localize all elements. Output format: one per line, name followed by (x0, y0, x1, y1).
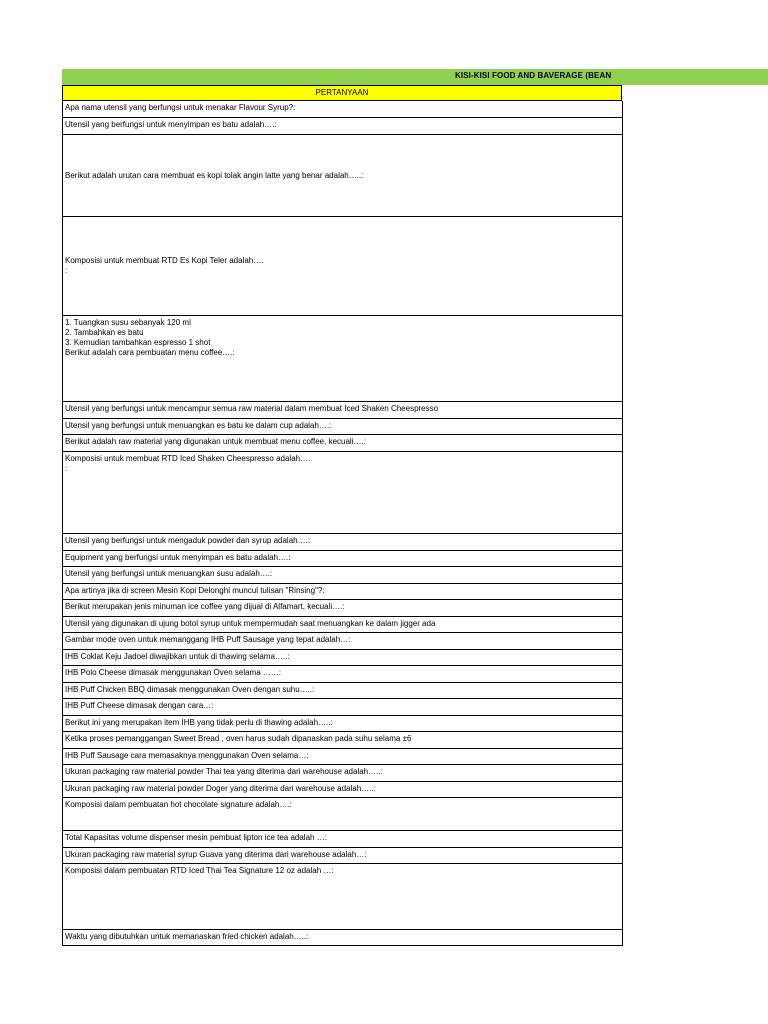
table-row[interactable] (62, 831, 623, 848)
question-cell: Ketika proses pemanggangan Sweet Bread , oven harus sudah dipanaskan pada suhu selama ±6 (65, 734, 412, 743)
question-cell: Berikut adalah raw material yang digunakan untuk membuat menu coffee, kecuali….: (65, 437, 366, 446)
title-bar (62, 69, 768, 85)
question-cell: Utensil yang berfungsi untuk mencampur semua raw material dalam membuat Iced Shaken Cheespresso (65, 404, 439, 413)
question-cell: Berikut ini yang merupakan item IHB yang tidak perlu di thawing adalah…..: (65, 718, 333, 727)
question-cell: Apa artinya jika di screen Mesin Kopi Delonghi muncul tulisan "Rinsing"?: (65, 586, 325, 595)
table-row[interactable] (62, 782, 623, 798)
question-cell: Berikut merupakan jenis minuman ice coffee yang dijual di Alfamart, kecuali….: (65, 602, 345, 611)
table-row[interactable] (62, 419, 623, 435)
question-cell: Utensil yang berfungsi untuk menuangkan susu adalah….: (65, 569, 273, 578)
table-row[interactable] (62, 316, 623, 402)
question-cell: Komposisi untuk membuat RTD Es Kopi Teler adalah…. : (65, 256, 264, 275)
column-header-pertanyaan[interactable]: PERTANYAAN (62, 85, 622, 101)
table-row[interactable] (62, 551, 623, 567)
question-cell: Ukuran packaging raw material powder Thai tea yang diterima dari warehouse adalah…..: (65, 767, 383, 776)
question-cell: IHB Puff Cheese dimasak dengan cara…: (65, 701, 214, 710)
question-cell: Waktu yang dibutuhkan untuk memanaskan fried chicken adalah…..: (65, 932, 309, 941)
table-row[interactable] (62, 765, 623, 782)
sheet-title: KISI-KISI FOOD AND BAVERAGE (BEAN (455, 71, 612, 80)
question-cell: Apa nama utensil yang berfungsi untuk menakar Flavour Syrup?: (65, 103, 296, 112)
question-cell: Berikut adalah urutan cara membuat es kopi tolak angin latte yang benar adalah…..: (65, 170, 364, 180)
table-row[interactable] (62, 600, 623, 617)
question-cell: Total Kapasitas volume dispenser mesin pembuat lipton ice tea adalah …: (65, 833, 327, 842)
question-cell: 1. Tuangkan susu sebanyak 120 ml 2. Tambahkan es batu 3. Kemudian tambahkan espresso 1 shot Berikut adalah cara pembuatan menu coffee….: (65, 318, 235, 357)
table-row[interactable] (62, 633, 623, 650)
table-row[interactable] (62, 930, 623, 946)
question-cell: IHB Puff Sausage cara memasaknya menggunakan Oven selama…: (65, 751, 309, 760)
question-cell: IHB Puff Chicken BBQ dimasak menggunakan Oven dengan suhu…..: (65, 685, 315, 694)
table-row[interactable] (62, 617, 623, 633)
table-row[interactable] (62, 584, 623, 600)
question-cell: Komposisi untuk membuat RTD Iced Shaken Cheespresso adalah…. : (65, 454, 311, 473)
table-row[interactable] (62, 534, 623, 551)
table-row[interactable] (62, 101, 623, 118)
table-row[interactable] (62, 749, 623, 765)
question-cell: Komposisi dalam pembuatan RTD Iced Thai Tea Signature 12 oz adalah …: (65, 866, 334, 875)
question-cell: Ukuran packaging raw material syrup Guava yang diterima dari warehouse adalah…: (65, 850, 367, 859)
question-cell: Utensil yang berfungsi untuk menuangkan es batu ke dalam cup adalah….: (65, 421, 332, 430)
table-row[interactable] (62, 864, 623, 930)
table-row[interactable] (62, 650, 623, 666)
table-row[interactable] (62, 135, 623, 217)
table-row[interactable] (62, 402, 623, 419)
question-cell: IHB Coklat Keju Jadoel diwajibkan untuk di thawing selama…..: (65, 652, 290, 661)
table-row[interactable] (62, 217, 623, 316)
question-cell: Ukuran packaging raw material powder Doger yang diterima dari warehouse adalah…..: (65, 784, 376, 793)
question-cell: Utensil yang berfungsi untuk menyimpan es batu adalah….: (65, 120, 277, 129)
table-row[interactable] (62, 452, 623, 534)
table-row[interactable] (62, 699, 623, 716)
table-row[interactable] (62, 716, 623, 732)
question-cell: Gambar mode oven untuk memanggang IHB Puff Sausage yang tepat adalah…: (65, 635, 351, 644)
table-row[interactable] (62, 798, 623, 831)
table-row[interactable] (62, 732, 623, 749)
table-row[interactable] (62, 683, 623, 699)
table-row[interactable] (62, 435, 623, 452)
question-cell: Utensil yang berfungsi untuk mengaduk powder dan syrup adalah….: (65, 536, 311, 545)
question-cell: Equipment yang berfungsi untuk menyimpan es batu adalah….: (65, 553, 291, 562)
question-cell: IHB Polo Cheese dimasak menggunakan Oven selama ……: (65, 668, 282, 677)
table-row[interactable] (62, 567, 623, 584)
question-table (62, 101, 623, 946)
table-row[interactable] (62, 666, 623, 683)
question-cell: Komposisi dalam pembuatan hot chocolate signature adalah….: (65, 800, 292, 809)
table-row[interactable] (62, 848, 623, 864)
table-row[interactable] (62, 118, 623, 135)
question-cell: Utensil yang digunakan di ujung botol syrup untuk mempermudah saat menuangkan ke dalam jigger ada (65, 619, 436, 628)
